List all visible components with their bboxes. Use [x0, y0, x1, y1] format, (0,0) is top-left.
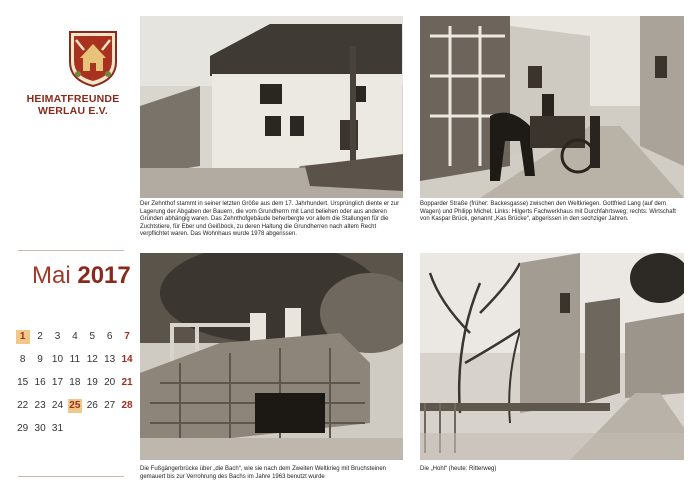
calendar-day	[31, 330, 48, 353]
photo-hohl	[420, 253, 684, 460]
calendar-day	[66, 376, 83, 399]
photo-bopparder-strasse	[420, 16, 684, 198]
calendar-day	[101, 330, 118, 353]
calendar-empty-cell	[66, 422, 83, 445]
calendar-day	[14, 399, 31, 422]
calendar-day	[31, 376, 48, 399]
calendar-day	[118, 353, 135, 376]
calendar-week	[14, 399, 136, 422]
photo-fussgaengerbruecke	[140, 253, 403, 460]
calendar-day-number: 5	[89, 331, 96, 342]
organization-name-line2: WERLAU E.V.	[37, 105, 109, 117]
calendar-day	[14, 376, 31, 399]
calendar-day	[49, 422, 66, 445]
organization-name-line1: HEIMATFREUNDE	[26, 93, 120, 105]
calendar-day	[66, 399, 83, 422]
calendar-day	[49, 399, 66, 422]
caption-bopparder-strasse: Bopparder Straße (früher: Backesgasse) zwischen den Weltkriegen. Gottfried Lang (auf dem Wagen) und Philipp Michel. Links: Hilgerts Fachwerkhaus mit Durchfahrtsweg; rechts: Wirtschaft von Kaspar Brück, genannt „Kas Brücke“, abgerissen in den sechziger Jahren.	[420, 201, 676, 223]
calendar-day	[49, 376, 66, 399]
calendar-day-number: 8	[19, 354, 26, 365]
calendar-day-number: 2	[37, 331, 43, 342]
calendar-day-number: 18	[69, 377, 81, 388]
calendar-day	[101, 376, 118, 399]
calendar-day	[31, 422, 48, 445]
caption-zehnthof: Der Zehnthof stammt in seiner letzten Größe aus dem 17. Jahrhundert. Ursprünglich diente er zur Lagerung der Abgaben der Bauern, die vom Grundherrn mit Land beliehen oder aus anderen Gründen abhängig waren. Das Zehnthofgebäude beherbergte vor allem die Stallungen für die Zuchtstiere, für Eber und Geißbock, zu deren Haltung die Grundherren nach altem Recht verpflichtet waren. Das Wohnhaus wurde 1978 abgerissen.	[140, 201, 400, 238]
year: 2017	[77, 262, 131, 289]
calendar-day-number: 14	[121, 354, 133, 365]
calendar-day	[66, 353, 83, 376]
calendar-day-number: 13	[104, 354, 116, 365]
calendar-day-number: 12	[86, 354, 98, 365]
calendar-week	[14, 422, 136, 445]
calendar-week	[14, 330, 136, 353]
calendar-day	[14, 330, 31, 353]
calendar-day	[118, 376, 135, 399]
calendar-day-number: 21	[121, 377, 133, 388]
divider-top	[18, 250, 124, 251]
calendar-empty-cell	[101, 422, 118, 445]
calendar-day	[31, 399, 48, 422]
calendar-day	[66, 330, 83, 353]
photo-zehnthof	[140, 16, 403, 198]
organization-logo	[62, 28, 124, 88]
calendar-day	[84, 353, 101, 376]
calendar-empty-cell	[84, 422, 101, 445]
calendar-day	[49, 330, 66, 353]
calendar-day-number: 16	[34, 377, 46, 388]
calendar-day	[31, 353, 48, 376]
calendar-day	[84, 330, 101, 353]
calendar-day	[14, 353, 31, 376]
calendar-day-number: 7	[124, 331, 130, 342]
calendar-day-number: 25	[69, 400, 81, 411]
calendar-day-number: 23	[34, 400, 46, 411]
calendar-day-number: 9	[37, 354, 43, 365]
calendar-day-number: 26	[86, 400, 98, 411]
month-name: Mai	[32, 262, 71, 289]
calendar-empty-cell	[118, 422, 135, 445]
calendar-day-number: 30	[34, 423, 46, 434]
calendar-day-number: 4	[72, 331, 78, 342]
calendar-week	[14, 376, 136, 399]
calendar-day-number: 1	[16, 330, 30, 344]
calendar-day-number: 19	[86, 377, 98, 388]
calendar-day	[101, 399, 118, 422]
calendar-day	[14, 422, 31, 445]
calendar-day-number: 24	[51, 400, 64, 411]
calendar-grid	[14, 330, 136, 445]
calendar-week	[14, 353, 136, 376]
calendar-day-number: 3	[54, 331, 61, 342]
caption-fussgaengerbruecke: Die Fußgängerbrücke über „die Bach“, wie sie nach dem Zweiten Weltkrieg mit Bruchsteinen gemauert bis zur Verrohrung des Bachs im Jahre 1963 benutzt wurde	[140, 466, 386, 480]
calendar-day-number: 10	[51, 354, 64, 365]
month-heading	[32, 262, 131, 290]
organization-name	[14, 93, 132, 117]
calendar-day-number: 28	[121, 400, 133, 411]
calendar-day	[49, 353, 66, 376]
calendar-day-number: 31	[51, 423, 64, 434]
calendar-day-number: 27	[104, 400, 116, 411]
calendar-day-number: 29	[17, 423, 29, 434]
calendar-day-number: 17	[51, 377, 64, 388]
calendar-day-number: 6	[106, 331, 113, 342]
caption-hohl: Die „Hohl“ (heute: Ritterweg)	[420, 466, 497, 472]
calendar-day	[84, 376, 101, 399]
calendar-day	[101, 353, 118, 376]
calendar-day	[118, 330, 135, 353]
calendar-day-number: 11	[69, 354, 81, 365]
calendar-day-number: 15	[17, 377, 29, 388]
calendar-day-number: 22	[17, 400, 29, 411]
calendar-day	[118, 399, 135, 422]
calendar-day-number: 20	[104, 377, 116, 388]
divider-bottom	[18, 476, 124, 477]
calendar-day	[84, 399, 101, 422]
